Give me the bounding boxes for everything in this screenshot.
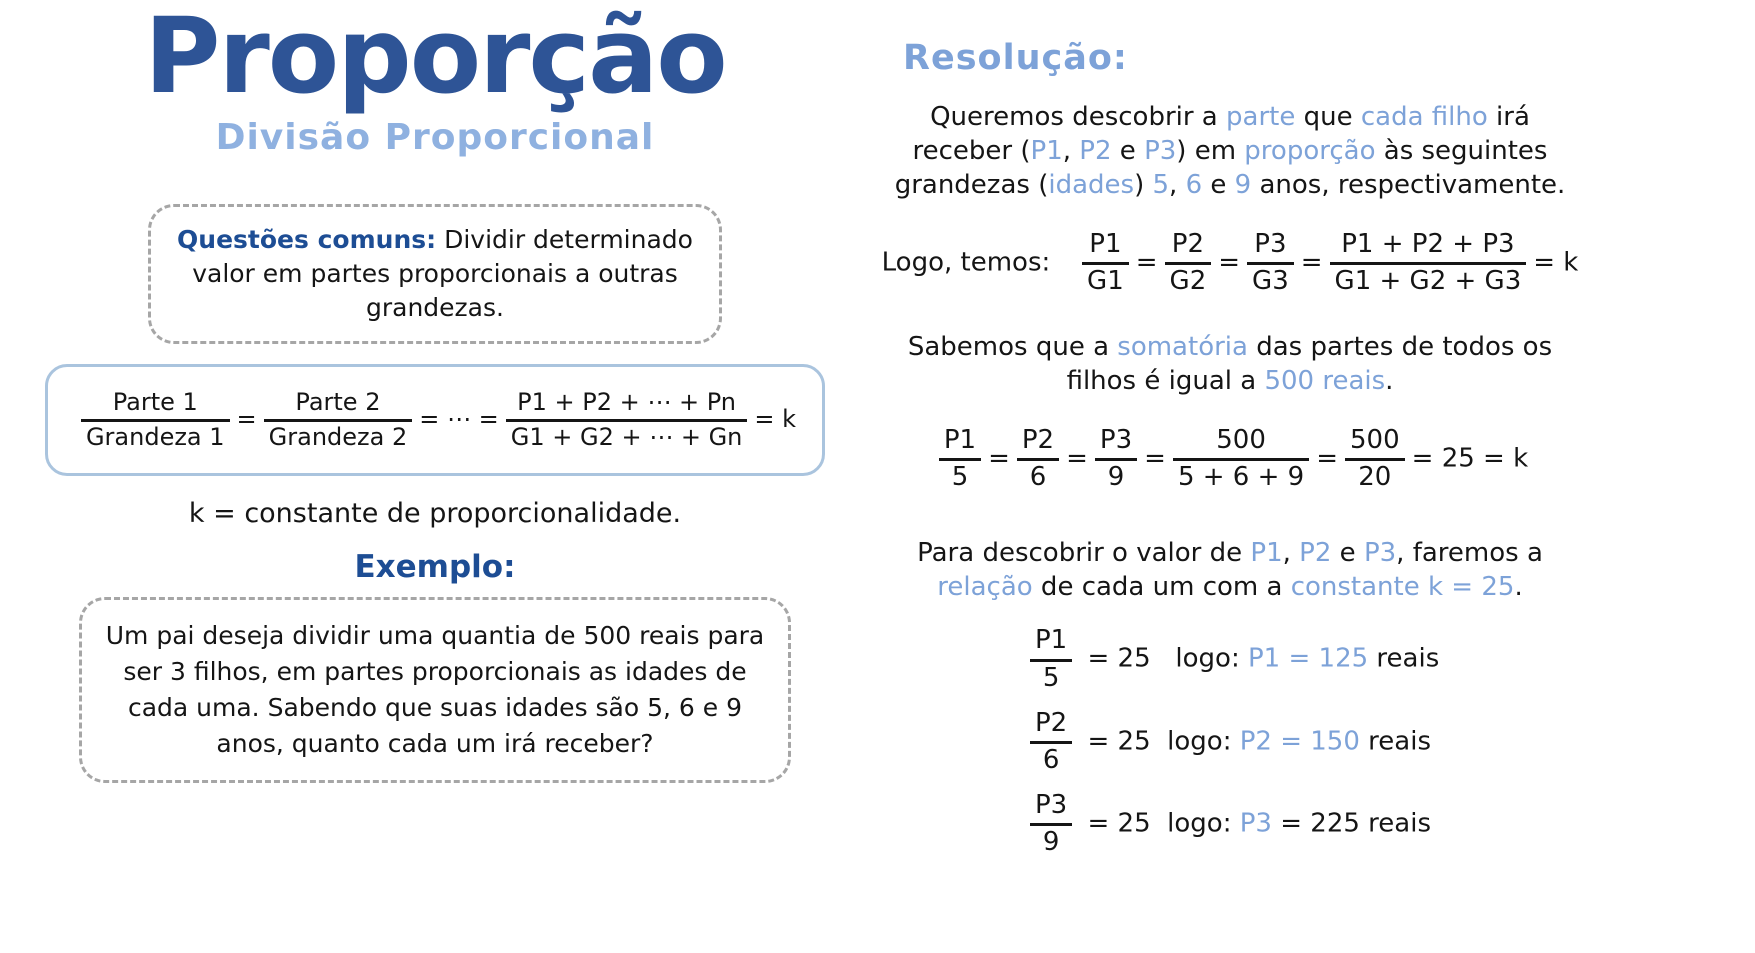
fraction-numerator: P3 xyxy=(1035,789,1068,820)
fraction-numerator: P1 xyxy=(943,425,977,456)
text-segment: somatória xyxy=(1117,332,1248,363)
text-segment: P1 = 125 xyxy=(1248,644,1369,675)
text-segment: ser 3 filhos, em partes proporcionais as idades de xyxy=(123,656,747,686)
example-heading: Exemplo: xyxy=(354,548,516,585)
text-segment: Queremos descobrir a xyxy=(930,102,1227,132)
fraction xyxy=(1030,709,1072,775)
text-segment: , faremos a xyxy=(1396,538,1543,569)
fraction-denominator: 6 xyxy=(1029,462,1047,493)
fraction-bar xyxy=(1017,458,1059,461)
text-segment: Logo, temos: xyxy=(881,247,1076,278)
text-segment: , xyxy=(1062,136,1080,166)
fraction-denominator: 20 xyxy=(1358,462,1392,493)
fraction-numerator: 500 xyxy=(1350,425,1400,456)
example-box xyxy=(79,597,792,783)
text-segment: grandezas. xyxy=(366,293,504,323)
text-segment: ) xyxy=(1134,170,1153,200)
text-segment: parte xyxy=(1226,102,1296,132)
text-segment: filhos é igual a xyxy=(1066,366,1265,397)
fraction-denominator: 5 + 6 + 9 xyxy=(1177,462,1305,493)
text-segment: Dividir determinado xyxy=(436,225,693,255)
text-segment: , xyxy=(1282,538,1300,569)
text-segment: P1 xyxy=(1030,136,1063,166)
fraction-denominator: Grandeza 2 xyxy=(268,423,408,452)
text-segment: e xyxy=(1202,170,1235,200)
fraction-bar xyxy=(1330,262,1527,265)
text-segment: = 25 logo: xyxy=(1079,644,1248,675)
right-column xyxy=(855,38,1605,857)
text-segment: . xyxy=(1385,366,1394,397)
text-segment: cada filho xyxy=(1360,102,1488,132)
fraction-bar xyxy=(939,458,981,461)
text-segment: grandezas ( xyxy=(894,170,1049,200)
text-segment: P3 xyxy=(1239,808,1272,839)
fraction-numerator: P2 xyxy=(1171,229,1205,259)
text-segment: Sabemos que a xyxy=(907,332,1118,363)
fraction xyxy=(264,389,413,451)
page-subtitle: Divisão Proporcional xyxy=(215,117,655,159)
fraction-numerator: P2 xyxy=(1035,707,1068,738)
text-segment: de cada um com a xyxy=(1032,572,1291,603)
fraction xyxy=(1165,230,1212,296)
text-segment: P2 = 150 xyxy=(1239,726,1360,757)
text-segment: = k xyxy=(754,405,797,434)
fraction-numerator: Parte 1 xyxy=(112,388,198,417)
text-segment: = xyxy=(1135,247,1158,278)
text-segment: Um pai deseja dividir uma quantia de 500 reais para xyxy=(105,620,765,650)
fraction-numerator: P1 xyxy=(1089,229,1122,259)
text-segment: 5 xyxy=(1152,170,1170,200)
fraction-bar xyxy=(1173,458,1309,461)
fraction-numerator: P2 xyxy=(1021,425,1055,456)
fraction-bar xyxy=(1165,262,1212,265)
text-segment: P2 xyxy=(1079,136,1112,166)
text-segment: 500 reais xyxy=(1264,366,1386,397)
k-constant-note: k = constante de proporcionalidade. xyxy=(188,497,682,529)
fraction-numerator: P3 xyxy=(1099,425,1133,456)
fraction-bar xyxy=(264,419,413,422)
fraction-denominator: G1 xyxy=(1087,266,1124,297)
fraction-numerator: P1 + P2 + ⋯ + Pn xyxy=(517,388,736,417)
text-segment: ) em xyxy=(1176,136,1245,166)
fraction xyxy=(1030,791,1072,857)
text-segment: valor em partes proporcionais a outras xyxy=(192,259,678,289)
text-segment: reais xyxy=(1368,644,1440,675)
logo-temos-equation xyxy=(855,230,1605,296)
fraction-numerator: P1 + P2 + P3 xyxy=(1341,229,1515,259)
fraction-denominator: G3 xyxy=(1252,266,1289,297)
text-segment: = xyxy=(1218,247,1241,278)
numeric-proportion-equation xyxy=(855,426,1605,492)
fraction-denominator: 5 xyxy=(1042,662,1060,693)
fraction-denominator: Grandeza 1 xyxy=(85,423,225,452)
text-segment: = xyxy=(1300,247,1323,278)
fraction xyxy=(1082,230,1129,296)
text-segment: = xyxy=(1316,443,1338,474)
fraction-numerator: 500 xyxy=(1216,425,1266,456)
fraction xyxy=(1095,426,1137,492)
text-segment: anos, respectivamente. xyxy=(1251,170,1566,200)
fraction-bar xyxy=(1030,659,1072,662)
fraction-bar xyxy=(506,419,748,422)
proportion-formula-box xyxy=(45,364,825,476)
resolution-paragraph-2 xyxy=(855,330,1605,398)
text-segment: = k xyxy=(1533,247,1579,278)
fraction xyxy=(1030,626,1072,692)
fraction xyxy=(506,389,748,451)
fraction-bar xyxy=(1030,741,1072,744)
text-segment: Para descobrir o valor de xyxy=(917,538,1251,569)
text-segment: = xyxy=(236,405,257,434)
text-segment: = 225 reais xyxy=(1271,808,1431,839)
fraction-bar xyxy=(1247,262,1294,265)
fraction xyxy=(81,389,230,451)
fraction xyxy=(939,426,981,492)
text-segment: = xyxy=(1066,443,1088,474)
text-segment: 6 xyxy=(1185,170,1203,200)
text-segment: = 25 = k xyxy=(1411,443,1529,474)
fraction-denominator: G2 xyxy=(1169,266,1207,297)
fraction-bar xyxy=(1082,262,1129,265)
text-segment: P2 xyxy=(1299,538,1332,569)
fraction-bar xyxy=(1345,458,1405,461)
fraction xyxy=(1247,230,1294,296)
fraction xyxy=(1330,230,1527,296)
text-segment: = xyxy=(1144,443,1166,474)
result-row-p2 xyxy=(855,709,1605,775)
text-segment: P3 xyxy=(1363,538,1397,569)
fraction-denominator: 9 xyxy=(1042,826,1060,857)
text-segment: reais xyxy=(1359,726,1431,757)
common-questions-box xyxy=(148,204,722,344)
text-segment: = ⋯ = xyxy=(419,405,499,434)
fraction xyxy=(1017,426,1059,492)
resolution-heading: Resolução: xyxy=(903,38,1128,78)
fraction xyxy=(1173,426,1309,492)
text-segment: cada uma. Sabendo que suas idades são 5, 6 e 9 xyxy=(127,692,743,722)
fraction-denominator: G1 + G2 + ⋯ + Gn xyxy=(510,423,743,452)
fraction-denominator: G1 + G2 + G3 xyxy=(1334,266,1522,297)
text-segment: 9 xyxy=(1234,170,1252,200)
fraction-numerator: Parte 2 xyxy=(295,388,381,417)
result-row-p3 xyxy=(855,791,1605,857)
text-segment: anos, quanto cada um irá receber? xyxy=(216,728,654,758)
resolution-paragraph-3 xyxy=(855,536,1605,604)
text-segment: às seguintes xyxy=(1375,136,1548,166)
text-segment: Questões comuns: xyxy=(177,225,437,255)
page-title: Proporção xyxy=(144,0,726,117)
left-column xyxy=(40,0,830,783)
result-row-p1 xyxy=(855,626,1605,692)
fraction xyxy=(1345,426,1405,492)
fraction-denominator: 9 xyxy=(1107,462,1125,493)
fraction-bar xyxy=(1030,823,1072,826)
text-segment: P1 xyxy=(1250,538,1283,569)
text-segment: receber ( xyxy=(912,136,1031,166)
text-segment: proporção xyxy=(1244,136,1376,166)
text-segment: P3 xyxy=(1144,136,1177,166)
fraction-numerator: P3 xyxy=(1254,229,1287,259)
text-segment: das partes de todos os xyxy=(1247,332,1553,363)
text-segment: . xyxy=(1514,572,1523,603)
text-segment: que xyxy=(1295,102,1361,132)
text-segment: e xyxy=(1111,136,1145,166)
text-segment: relação xyxy=(937,572,1033,603)
text-segment: irá xyxy=(1487,102,1530,132)
fraction-bar xyxy=(81,419,230,422)
fraction-bar xyxy=(1095,458,1137,461)
text-segment: e xyxy=(1331,538,1364,569)
fraction-denominator: 6 xyxy=(1042,744,1060,775)
text-segment: idades xyxy=(1048,170,1135,200)
fraction-numerator: P1 xyxy=(1035,625,1068,656)
text-segment: constante k = 25 xyxy=(1290,572,1515,603)
text-segment: = xyxy=(988,443,1010,474)
text-segment: = 25 logo: xyxy=(1079,808,1240,839)
fraction-denominator: 5 xyxy=(951,462,969,493)
resolution-paragraph-1 xyxy=(855,100,1605,202)
text-segment: = 25 logo: xyxy=(1079,726,1240,757)
text-segment: , xyxy=(1169,170,1186,200)
